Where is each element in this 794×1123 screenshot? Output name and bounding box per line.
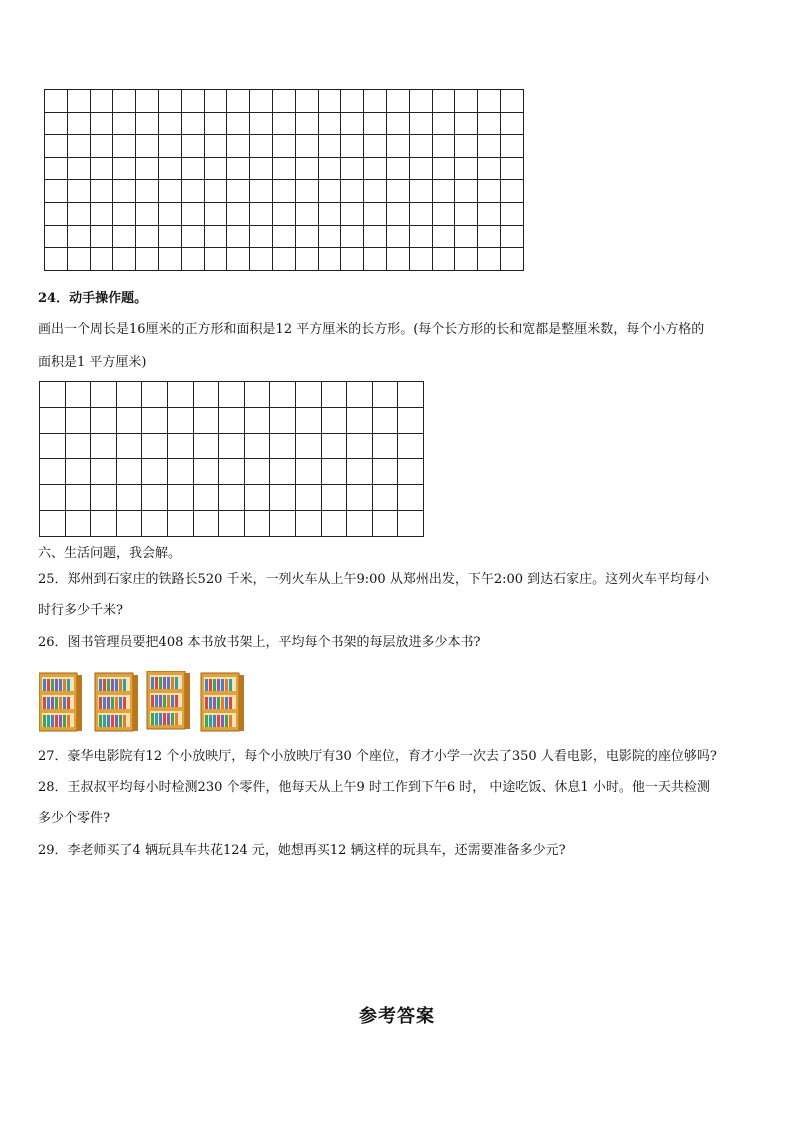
grid-cell bbox=[478, 225, 501, 248]
grid-cell bbox=[341, 157, 364, 180]
grid-cell bbox=[219, 382, 245, 408]
grid-cell bbox=[219, 433, 245, 459]
grid-cell bbox=[478, 180, 501, 203]
q24-text-line2: 面积是1 平方厘米) bbox=[38, 355, 147, 370]
grid-cell bbox=[204, 157, 227, 180]
grid-cell bbox=[364, 157, 387, 180]
grid-cell bbox=[250, 90, 273, 113]
grid-cell bbox=[113, 248, 136, 271]
grid-cell bbox=[295, 90, 318, 113]
grid-cell bbox=[386, 202, 409, 225]
grid-cell bbox=[113, 157, 136, 180]
grid-cell bbox=[113, 112, 136, 135]
grid-cell bbox=[318, 180, 341, 203]
grid-cell bbox=[321, 382, 347, 408]
grid-cell bbox=[432, 180, 455, 203]
grid-cell bbox=[500, 225, 523, 248]
grid-cell bbox=[204, 135, 227, 158]
grid-cell bbox=[113, 180, 136, 203]
grid-cell bbox=[409, 248, 432, 271]
q25-line1: 25．郑州到石家庄的铁路长520 千米，一列火车从上午9:00 从郑州出发，下午2:00 到达石家庄。这列火车平均每小 bbox=[38, 572, 710, 587]
grid-cell bbox=[295, 510, 321, 536]
bookshelf-icon bbox=[39, 673, 82, 731]
grid-cell bbox=[295, 459, 321, 485]
grid-cell bbox=[158, 202, 181, 225]
grid-cell bbox=[318, 248, 341, 271]
grid-cell bbox=[90, 248, 113, 271]
grid-cell bbox=[116, 459, 142, 485]
grid-cell bbox=[113, 90, 136, 113]
grid-cell bbox=[142, 459, 168, 485]
grid-cell bbox=[372, 485, 398, 511]
q28-line1: 28．王叔叔平均每小时检测230 个零件，他每天从上午9 时工作到下午6 时， 中途吃饭、休息1 小时。他一天共检测 bbox=[38, 780, 710, 795]
grid-cell bbox=[136, 225, 159, 248]
grid-cell bbox=[500, 180, 523, 203]
grid-cell bbox=[219, 459, 245, 485]
grid-cell bbox=[40, 510, 66, 536]
grid-cell bbox=[295, 225, 318, 248]
grid-cell bbox=[295, 382, 321, 408]
grid-cell bbox=[347, 510, 373, 536]
grid-cell bbox=[455, 180, 478, 203]
grid-cell bbox=[341, 180, 364, 203]
grid-cell bbox=[181, 135, 204, 158]
grid-cell bbox=[270, 382, 296, 408]
grid-cell bbox=[318, 157, 341, 180]
grid-cell bbox=[65, 407, 91, 433]
grid-cell bbox=[250, 225, 273, 248]
grid-cell bbox=[227, 90, 250, 113]
grid-cell bbox=[432, 112, 455, 135]
grid-cell bbox=[91, 485, 117, 511]
grid-cell bbox=[204, 202, 227, 225]
grid-cell bbox=[272, 202, 295, 225]
grid-cell bbox=[321, 407, 347, 433]
grid-cell bbox=[67, 248, 90, 271]
grid-cell bbox=[409, 225, 432, 248]
grid-cell bbox=[40, 485, 66, 511]
grid-cell bbox=[227, 180, 250, 203]
grid-cell bbox=[364, 248, 387, 271]
grid-cell bbox=[167, 510, 193, 536]
grid-cell bbox=[45, 248, 68, 271]
grid-cell bbox=[181, 225, 204, 248]
grid-cell bbox=[142, 382, 168, 408]
grid-cell bbox=[244, 510, 270, 536]
grid-cell bbox=[398, 510, 424, 536]
grid-cell bbox=[40, 433, 66, 459]
grid-cell bbox=[432, 135, 455, 158]
grid-cell bbox=[45, 135, 68, 158]
grid-cell bbox=[90, 202, 113, 225]
grid-cell bbox=[250, 202, 273, 225]
answer-key-title: 参考答案 bbox=[359, 1006, 435, 1027]
grid-cell bbox=[167, 407, 193, 433]
grid-cell bbox=[347, 459, 373, 485]
grid-cell bbox=[347, 433, 373, 459]
grid-cell bbox=[500, 157, 523, 180]
grid-cell bbox=[113, 135, 136, 158]
grid-cell bbox=[45, 157, 68, 180]
bookshelf-icon bbox=[147, 671, 190, 729]
grid-cell bbox=[116, 485, 142, 511]
grid-cell bbox=[45, 180, 68, 203]
grid-cell bbox=[318, 135, 341, 158]
grid-cell bbox=[270, 510, 296, 536]
grid-cell bbox=[409, 202, 432, 225]
grid-cell bbox=[341, 225, 364, 248]
grid-cell bbox=[219, 510, 245, 536]
grid-cell bbox=[204, 90, 227, 113]
grid-cell bbox=[372, 459, 398, 485]
grid-cell bbox=[91, 407, 117, 433]
grid-cell bbox=[181, 112, 204, 135]
grid-cell bbox=[181, 248, 204, 271]
grid-cell bbox=[227, 112, 250, 135]
q28-line2: 多少个零件? bbox=[38, 811, 110, 826]
q27-line1: 27．豪华电影院有12 个小放映厅，每个小放映厅有30 个座位，育才小学一次去了350 人看电影，电影院的座位够吗? bbox=[38, 749, 717, 764]
grid-cell bbox=[40, 459, 66, 485]
grid-cell bbox=[318, 90, 341, 113]
grid-cell bbox=[227, 202, 250, 225]
grid-cell bbox=[270, 433, 296, 459]
grid-cell bbox=[272, 225, 295, 248]
grid-cell bbox=[347, 485, 373, 511]
grid-cell bbox=[193, 382, 219, 408]
grid-cell bbox=[386, 157, 409, 180]
grid-cell bbox=[295, 135, 318, 158]
grid-cell bbox=[364, 202, 387, 225]
grid-cell bbox=[244, 459, 270, 485]
grid-cell bbox=[318, 202, 341, 225]
grid-cell bbox=[244, 382, 270, 408]
grid-cell bbox=[67, 90, 90, 113]
q29-line1: 29．李老师买了4 辆玩具车共花124 元，她想再买12 辆这样的玩具车，还需要准备多少元? bbox=[38, 843, 566, 858]
grid-cell bbox=[250, 112, 273, 135]
grid-cell bbox=[67, 202, 90, 225]
grid-cell bbox=[158, 112, 181, 135]
grid-cell bbox=[398, 407, 424, 433]
grid-cell bbox=[158, 135, 181, 158]
grid-cell bbox=[295, 485, 321, 511]
grid-cell bbox=[270, 407, 296, 433]
grid-cell bbox=[455, 248, 478, 271]
grid-cell bbox=[364, 112, 387, 135]
grid-cell bbox=[372, 510, 398, 536]
grid-cell bbox=[318, 225, 341, 248]
grid-cell bbox=[409, 112, 432, 135]
grid-cell bbox=[113, 225, 136, 248]
grid-cell bbox=[341, 135, 364, 158]
grid-cell bbox=[272, 180, 295, 203]
grid-cell bbox=[65, 485, 91, 511]
grid-cell bbox=[116, 382, 142, 408]
grid-cell bbox=[91, 433, 117, 459]
grid-cell bbox=[158, 157, 181, 180]
grid-cell bbox=[113, 202, 136, 225]
q24-grid-paper bbox=[39, 381, 424, 537]
grid-cell bbox=[204, 112, 227, 135]
grid-cell bbox=[193, 459, 219, 485]
grid-cell bbox=[250, 135, 273, 158]
grid-cell bbox=[65, 433, 91, 459]
grid-cell bbox=[90, 90, 113, 113]
grid-cell bbox=[386, 225, 409, 248]
grid-cell bbox=[398, 433, 424, 459]
grid-cell bbox=[91, 459, 117, 485]
grid-cell bbox=[272, 157, 295, 180]
grid-cell bbox=[318, 112, 341, 135]
grid-cell bbox=[158, 180, 181, 203]
grid-cell bbox=[136, 135, 159, 158]
q25-line2: 时行多少千米? bbox=[38, 603, 123, 618]
grid-cell bbox=[455, 112, 478, 135]
grid-cell bbox=[244, 407, 270, 433]
grid-cell bbox=[398, 459, 424, 485]
grid-cell bbox=[398, 485, 424, 511]
grid-cell bbox=[244, 485, 270, 511]
grid-cell bbox=[250, 180, 273, 203]
grid-cell bbox=[478, 135, 501, 158]
grid-cell bbox=[136, 202, 159, 225]
grid-cell bbox=[386, 248, 409, 271]
grid-cell bbox=[295, 202, 318, 225]
grid-cell bbox=[386, 112, 409, 135]
grid-cell bbox=[40, 407, 66, 433]
grid-cell bbox=[167, 433, 193, 459]
grid-cell bbox=[181, 90, 204, 113]
grid-cell bbox=[167, 382, 193, 408]
grid-cell bbox=[364, 135, 387, 158]
grid-cell bbox=[386, 135, 409, 158]
grid-cell bbox=[432, 157, 455, 180]
grid-cell bbox=[136, 248, 159, 271]
grid-cell bbox=[364, 90, 387, 113]
grid-cell bbox=[321, 510, 347, 536]
grid-cell bbox=[386, 90, 409, 113]
grid-cell bbox=[142, 433, 168, 459]
grid-cell bbox=[244, 433, 270, 459]
grid-cell bbox=[204, 225, 227, 248]
grid-cell bbox=[227, 157, 250, 180]
grid-cell bbox=[478, 157, 501, 180]
grid-cell bbox=[219, 407, 245, 433]
grid-cell bbox=[158, 90, 181, 113]
grid-cell bbox=[386, 180, 409, 203]
grid-cell bbox=[65, 510, 91, 536]
grid-cell bbox=[455, 225, 478, 248]
grid-cell bbox=[347, 382, 373, 408]
grid-cell bbox=[40, 382, 66, 408]
grid-cell bbox=[91, 510, 117, 536]
grid-cell bbox=[432, 248, 455, 271]
grid-cell bbox=[227, 135, 250, 158]
grid-cell bbox=[272, 112, 295, 135]
grid-cell bbox=[136, 90, 159, 113]
grid-cell bbox=[341, 202, 364, 225]
grid-cell bbox=[204, 248, 227, 271]
grid-cell bbox=[136, 112, 159, 135]
grid-cell bbox=[193, 407, 219, 433]
grid-cell bbox=[116, 407, 142, 433]
grid-cell bbox=[295, 157, 318, 180]
grid-cell bbox=[347, 407, 373, 433]
grid-cell bbox=[193, 510, 219, 536]
grid-cell bbox=[295, 248, 318, 271]
grid-cell bbox=[158, 248, 181, 271]
grid-cell bbox=[500, 90, 523, 113]
grid-cell bbox=[45, 225, 68, 248]
grid-cell bbox=[372, 433, 398, 459]
grid-cell bbox=[409, 135, 432, 158]
grid-cell bbox=[67, 135, 90, 158]
grid-cell bbox=[45, 202, 68, 225]
grid-cell bbox=[341, 112, 364, 135]
grid-cell bbox=[45, 90, 68, 113]
grid-cell bbox=[193, 433, 219, 459]
grid-cell bbox=[227, 225, 250, 248]
grid-cell bbox=[409, 157, 432, 180]
grid-cell bbox=[67, 112, 90, 135]
grid-cell bbox=[295, 433, 321, 459]
grid-cell bbox=[321, 433, 347, 459]
grid-cell bbox=[142, 407, 168, 433]
grid-cell bbox=[136, 180, 159, 203]
grid-cell bbox=[45, 112, 68, 135]
grid-cell bbox=[478, 112, 501, 135]
grid-cell bbox=[455, 90, 478, 113]
grid-cell bbox=[116, 433, 142, 459]
grid-cell bbox=[91, 382, 117, 408]
q26-line1: 26．图书管理员要把408 本书放书架上，平均每个书架的每层放进多少本书? bbox=[38, 635, 481, 650]
grid-cell bbox=[250, 157, 273, 180]
grid-cell bbox=[136, 157, 159, 180]
grid-cell bbox=[321, 485, 347, 511]
grid-cell bbox=[500, 112, 523, 135]
grid-cell bbox=[478, 248, 501, 271]
grid-cell bbox=[227, 248, 250, 271]
grid-cell bbox=[478, 90, 501, 113]
grid-cell bbox=[500, 135, 523, 158]
grid-cell bbox=[372, 382, 398, 408]
grid-cell bbox=[193, 485, 219, 511]
grid-cell bbox=[204, 180, 227, 203]
grid-cell bbox=[455, 157, 478, 180]
grid-cell bbox=[272, 90, 295, 113]
grid-cell bbox=[455, 202, 478, 225]
grid-cell bbox=[142, 485, 168, 511]
grid-cell bbox=[67, 157, 90, 180]
bookshelf-illustration bbox=[39, 671, 249, 739]
grid-cell bbox=[90, 135, 113, 158]
grid-cell bbox=[90, 225, 113, 248]
grid-cell bbox=[167, 459, 193, 485]
grid-cell bbox=[432, 225, 455, 248]
grid-cell bbox=[142, 510, 168, 536]
bookshelf-icon bbox=[95, 673, 138, 731]
q24-text-line1: 画出一个周长是16厘米的正方形和面积是12 平方厘米的长方形。(每个长方形的长和宽都是整厘米数，每个小方格的 bbox=[38, 322, 705, 337]
grid-cell bbox=[455, 135, 478, 158]
grid-cell bbox=[295, 407, 321, 433]
top-grid-paper bbox=[44, 89, 524, 271]
grid-cell bbox=[364, 180, 387, 203]
grid-cell bbox=[341, 248, 364, 271]
grid-cell bbox=[67, 225, 90, 248]
grid-cell bbox=[341, 90, 364, 113]
grid-cell bbox=[90, 157, 113, 180]
grid-cell bbox=[500, 248, 523, 271]
grid-cell bbox=[65, 459, 91, 485]
grid-cell bbox=[295, 180, 318, 203]
grid-cell bbox=[158, 225, 181, 248]
grid-cell bbox=[500, 202, 523, 225]
grid-cell bbox=[181, 202, 204, 225]
grid-cell bbox=[65, 382, 91, 408]
grid-cell bbox=[167, 485, 193, 511]
grid-cell bbox=[116, 510, 142, 536]
grid-cell bbox=[409, 180, 432, 203]
grid-cell bbox=[181, 180, 204, 203]
grid-cell bbox=[272, 248, 295, 271]
bookshelf-icon bbox=[201, 673, 244, 731]
grid-cell bbox=[90, 112, 113, 135]
section6-heading: 六、生活问题，我会解。 bbox=[38, 546, 182, 561]
grid-cell bbox=[219, 485, 245, 511]
grid-cell bbox=[364, 225, 387, 248]
grid-cell bbox=[270, 459, 296, 485]
grid-cell bbox=[372, 407, 398, 433]
q24-heading: 24．动手操作题。 bbox=[38, 291, 148, 306]
grid-cell bbox=[398, 382, 424, 408]
grid-cell bbox=[90, 180, 113, 203]
grid-cell bbox=[432, 202, 455, 225]
grid-cell bbox=[409, 90, 432, 113]
grid-cell bbox=[270, 485, 296, 511]
grid-cell bbox=[432, 90, 455, 113]
grid-cell bbox=[295, 112, 318, 135]
grid-cell bbox=[272, 135, 295, 158]
grid-cell bbox=[250, 248, 273, 271]
grid-cell bbox=[67, 180, 90, 203]
grid-cell bbox=[321, 459, 347, 485]
grid-cell bbox=[181, 157, 204, 180]
grid-cell bbox=[478, 202, 501, 225]
